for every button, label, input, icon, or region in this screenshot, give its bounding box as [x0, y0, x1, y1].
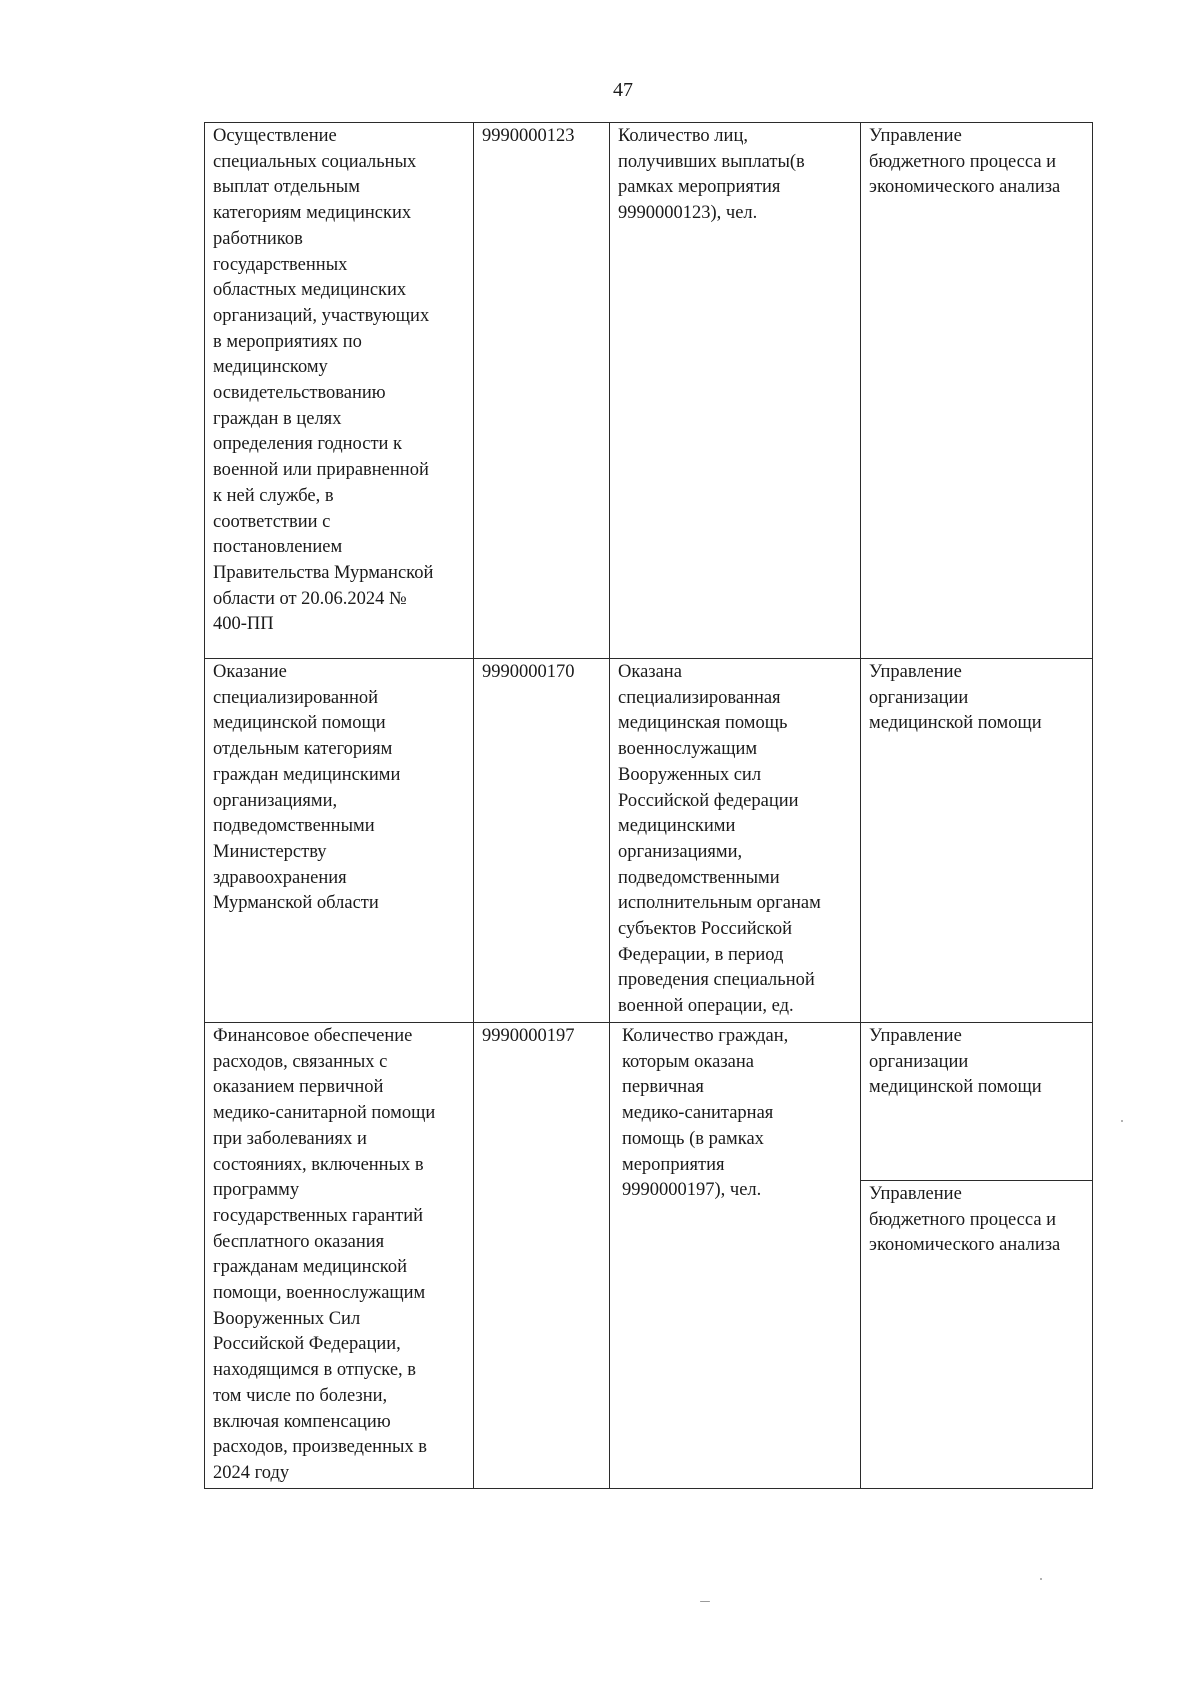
responsible-department: Управление бюджетного процесса и экономического анализа: [869, 126, 1061, 198]
responsible-cell: [861, 123, 1093, 659]
measure-code: 9990000197: [482, 1026, 575, 1046]
measure-code-cell: [474, 1023, 610, 1489]
measure-name-cell: [205, 1023, 474, 1489]
measures-table: [204, 122, 1093, 1489]
responsible-top-subcell: [861, 1023, 1092, 1181]
measure-code: 9990000170: [482, 662, 575, 682]
measure-name-cell: [205, 123, 474, 659]
responsible-department: Управление организации медицинской помощи: [869, 662, 1042, 734]
indicator-text: Количество лиц, получивших выплаты(в рамках мероприятия 9990000123), чел.: [618, 126, 805, 224]
scan-speck: [1040, 1578, 1042, 1580]
measure-name: Финансовое обеспечение расходов, связанных с оказанием первичной медико-санитарной помощи при заболеваниях и состояниях, включенных в программу государственных гарантий бесплатного оказания гражданам медицинской помощи, военнослужащим Вооруженных Сил Российской Федерации, находящимся в отпуске, в том числе по болезни, включая компенсацию расходов, произведенных в 2024 году: [213, 1026, 436, 1483]
page-number: 47: [613, 79, 633, 101]
responsible-bottom-subcell: [861, 1181, 1092, 1259]
indicator-cell: [610, 123, 861, 659]
indicator-cell: [610, 1023, 861, 1489]
responsible-department: Управление бюджетного процесса и экономического анализа: [869, 1184, 1061, 1256]
measure-code-cell: [474, 123, 610, 659]
responsible-cell: [861, 1023, 1093, 1489]
table-row: [205, 123, 1093, 659]
scan-speck: [1121, 1120, 1123, 1122]
measure-name: Осуществление специальных социальных выплат отдельным категориям медицинских работников государственных областных медицинских организаций, участвующих в мероприятиях по медицинскому освидетельствованию граждан в целях определения годности к военной или приравненной к ней службе, в соответствии с постановлением Правительства Мурманской области от 20.06.2024 № 400-ПП: [213, 126, 434, 635]
measure-name-cell: [205, 659, 474, 1023]
measure-code: 9990000123: [482, 126, 575, 146]
measure-code-cell: [474, 659, 610, 1023]
table-row: [205, 659, 1093, 1023]
measure-name: Оказание специализированной медицинской помощи отдельным категориям граждан медицинскими организациями, подведомственными Министерству здравоохранения Мурманской области: [213, 662, 401, 914]
indicator-text: Количество граждан, которым оказана первичная медико-санитарная помощь (в рамках мероприятия 9990000197), чел.: [622, 1026, 789, 1201]
indicator-cell: [610, 659, 861, 1023]
table-row: [205, 1023, 1093, 1489]
responsible-cell: [861, 659, 1093, 1023]
scan-speck: [700, 1601, 710, 1602]
responsible-department: Управление организации медицинской помощи: [869, 1026, 1042, 1098]
indicator-text: Оказана специализированная медицинская помощь военнослужащим Вооруженных сил Российской федерации медицинскими организациями, подведомственными исполнительным органам субъектов Российской Федерации, в период проведения специальной военной операции, ед.: [618, 662, 821, 1017]
